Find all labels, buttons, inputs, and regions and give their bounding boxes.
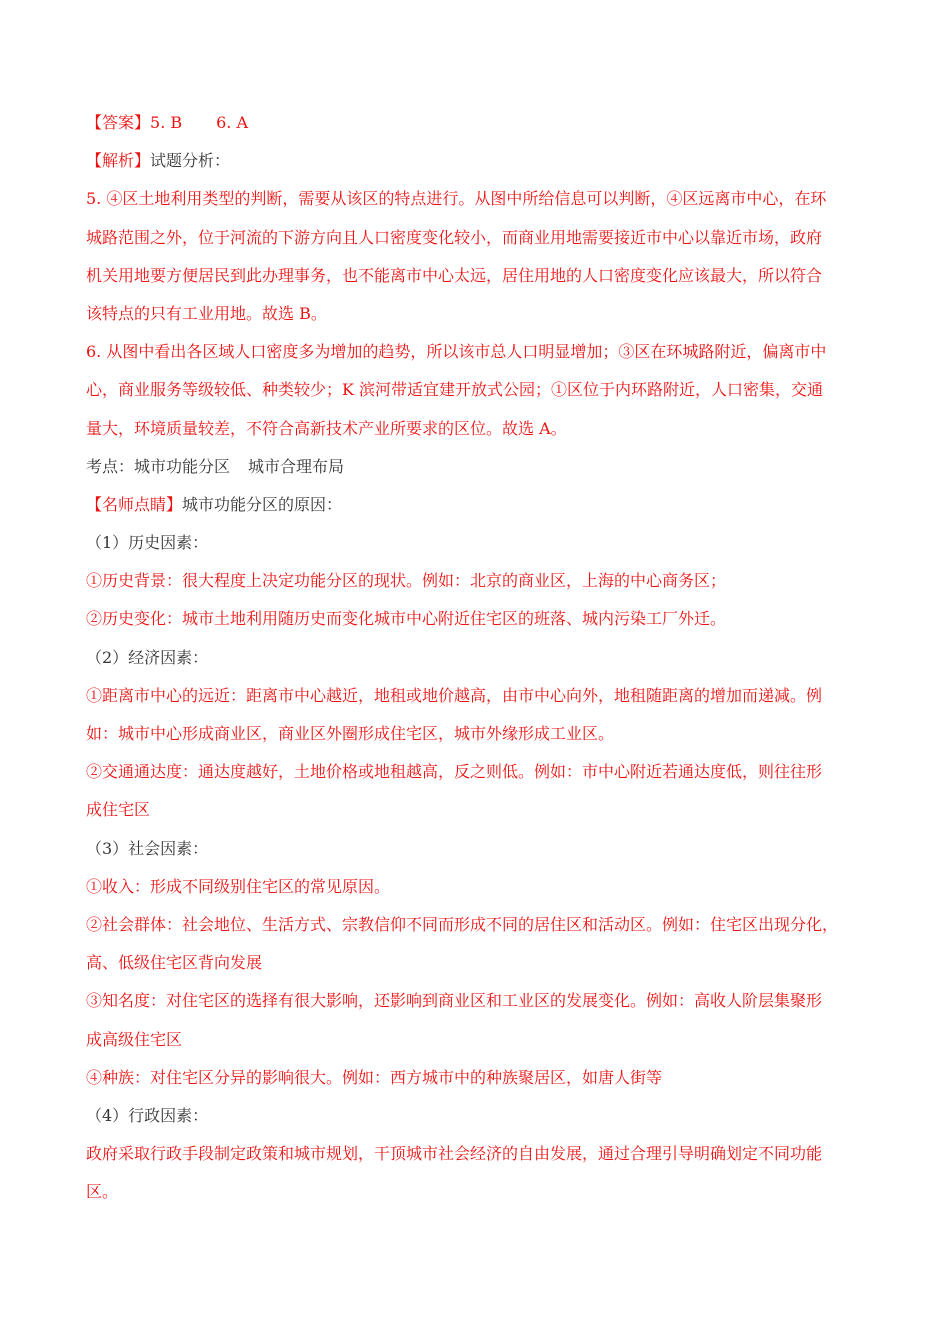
factor-1-line-1: ①历史背景：很大程度上决定功能分区的现状。例如：北京的商业区，上海的中心商务区； <box>86 571 727 591</box>
q5-line-4: 该特点的只有工业用地。故选 B。 <box>86 303 327 323</box>
factor-3-line-6: ④种族：对住宅区分异的影响很大。例如：西方城市中的种族聚居区，如唐人街等 <box>86 1067 663 1087</box>
factor-1-line-2: ②历史变化：城市土地利用随历史而变化城市中心附近住宅区的班落、城内污染工厂外迁。 <box>86 609 727 629</box>
answer-line <box>86 104 876 142</box>
factor-3-line-1: ①收入：形成不同级别住宅区的常见原因。 <box>86 876 391 896</box>
analysis-line <box>86 142 876 180</box>
tip-label: 【名师点睛】 <box>86 494 183 514</box>
factor-3-line-2: ②社会群体：社会地位、生活方式、宗教信仰不同而形成不同的居住区和活动区。例如：住宅区出现分化， <box>86 914 839 934</box>
tip-line <box>86 486 876 524</box>
document-page <box>86 104 876 1211</box>
factor-3-line-4: ③知名度：对住宅区的选择有很大影响，还影响到商业区和工业区的发展变化。例如：高收人阶层集聚形 <box>86 991 823 1011</box>
answer-q5: 5. B <box>150 113 183 132</box>
factor-2-line-3: ②交通通达度：通达度越好，土地价格或地租越高，反之则低。例如：市中心附近若通达度低，则往往形 <box>86 762 823 782</box>
q6-line-2: 心，商业服务等级较低、种类较少；K 滨河带适宜建开放式公园；①区位于内环路附近，人口密集，交通 <box>86 380 824 400</box>
analysis-label: 【解析】 <box>86 151 151 171</box>
q6-line-3: 量大，环境质量较差，不符合高新技术产业所要求的区位。故选 A。 <box>86 418 567 438</box>
q6-line-1: 6. 从图中看出各区域人口密度多为增加的趋势，所以该市总人口明显增加；③区在环城路附近，偏离市中 <box>86 342 827 362</box>
factor-3-line-5: 成高级住宅区 <box>86 1029 183 1049</box>
factor-3-heading: （3）社会因素： <box>86 838 209 858</box>
factor-2-line-1: ①距离市中心的远近：距离市中心越近，地租或地价越高，由市中心向外，地租随距离的增加而递减。例 <box>86 685 823 705</box>
kaodian-line <box>86 448 876 486</box>
answer-label: 【答案】 <box>86 113 151 132</box>
tip-text: 城市功能分区的原因： <box>182 494 343 514</box>
factor-4-line-1: 政府采取行政手段制定政策和城市规划，干顶城市社会经济的自由发展，通过合理引导明确划定不同功能 <box>86 1144 823 1164</box>
q5-line-1: 5. ④区土地利用类型的判断，需要从该区的特点进行。从图中所给信息可以判断，④区远离市中心，在环 <box>86 189 827 209</box>
analysis-text: 试题分析： <box>150 151 231 171</box>
factor-2-line-4: 成住宅区 <box>86 800 151 820</box>
factor-3-line-3: 高、低级住宅区背向发展 <box>86 953 263 973</box>
kaodian-item-1: 城市功能分区 <box>134 456 231 476</box>
factor-4-heading: （4）行政因素： <box>86 1105 209 1125</box>
factor-2-heading: （2）经济因素： <box>86 647 209 667</box>
q5-line-2: 城路范围之外，位于河流的下游方向且人口密度变化较小，而商业用地需要接近市中心以靠近市场，政府 <box>86 227 823 247</box>
factor-4-line-2: 区。 <box>86 1182 119 1202</box>
kaodian-item-2: 城市合理布局 <box>248 456 345 476</box>
answer-q6: 6. A <box>216 113 249 132</box>
factor-1-heading: （1）历史因素： <box>86 533 209 553</box>
factor-2-line-2: 如：城市中心形成商业区，商业区外圈形成住宅区，城市外缘形成工业区。 <box>86 724 615 743</box>
q5-line-3: 机关用地要方便居民到此办理事务，也不能离市中心太远，居住用地的人口密度变化应该最大，所以符合 <box>86 265 823 285</box>
kaodian-label: 考点： <box>86 456 135 476</box>
